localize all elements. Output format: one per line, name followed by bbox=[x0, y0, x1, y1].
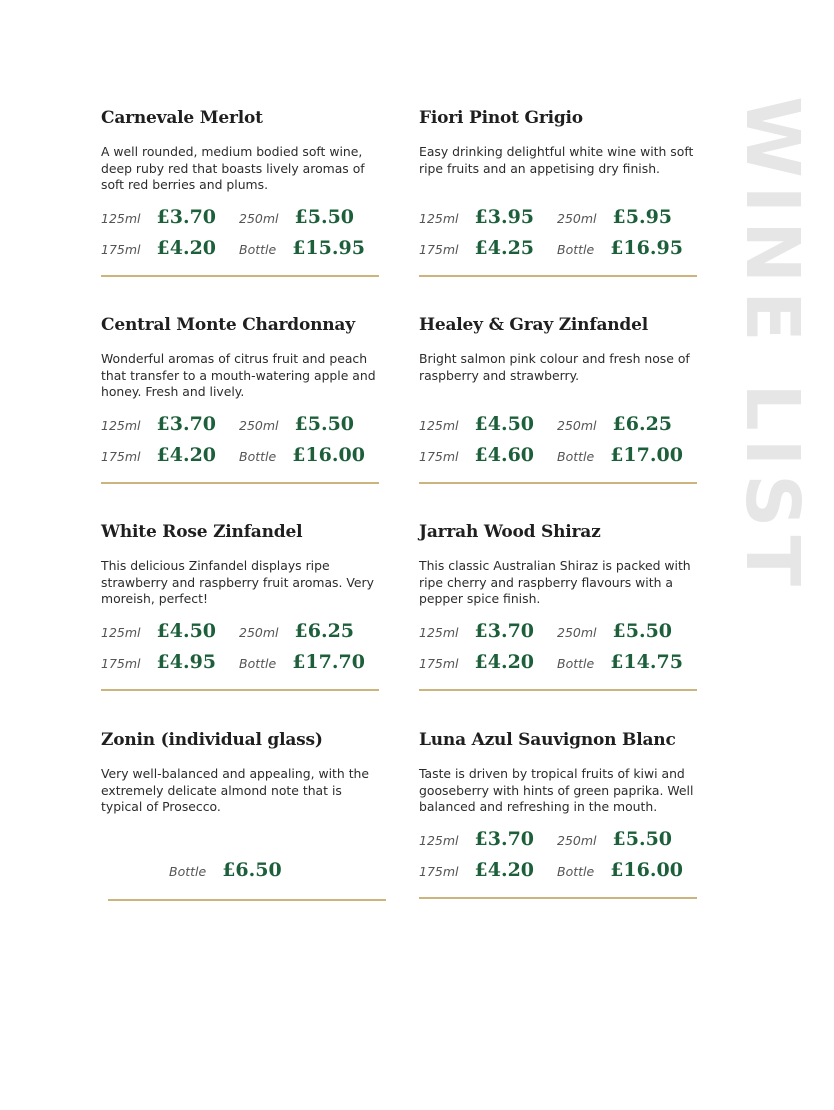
serving-size: 125ml bbox=[419, 211, 459, 226]
price-value: £3.95 bbox=[474, 206, 535, 228]
divider bbox=[101, 482, 379, 484]
serving-size: 250ml bbox=[557, 833, 597, 848]
serving-size: 175ml bbox=[101, 656, 141, 671]
serving-size: 125ml bbox=[101, 418, 141, 433]
wine-entry bbox=[101, 522, 381, 702]
price-value: £4.50 bbox=[156, 620, 217, 642]
wine-entry bbox=[419, 522, 699, 702]
price-value: £4.20 bbox=[156, 237, 217, 259]
divider bbox=[419, 897, 697, 899]
price-row bbox=[557, 859, 683, 881]
price-row bbox=[419, 828, 534, 850]
wine-entry bbox=[419, 315, 699, 495]
serving-size: 125ml bbox=[419, 625, 459, 640]
serving-size: 125ml bbox=[101, 211, 141, 226]
wine-description: Taste is driven by tropical fruits of kiwi and gooseberry with hints of green paprika. Well balanced and refreshing in the mouth. bbox=[419, 766, 694, 814]
wine-entry bbox=[419, 730, 699, 910]
price-value: £4.95 bbox=[156, 651, 217, 673]
price-row bbox=[557, 413, 672, 435]
wine-entry bbox=[101, 108, 381, 288]
price-row bbox=[101, 237, 216, 259]
divider bbox=[419, 482, 697, 484]
price-value: £4.20 bbox=[474, 651, 535, 673]
price-row bbox=[419, 237, 534, 259]
price-value: £15.95 bbox=[292, 237, 365, 259]
price-row bbox=[239, 651, 365, 673]
divider bbox=[419, 275, 697, 277]
price-value: £5.95 bbox=[612, 206, 673, 228]
price-value: £14.75 bbox=[610, 651, 683, 673]
serving-size: Bottle bbox=[239, 242, 277, 257]
price-row bbox=[419, 444, 534, 466]
price-value: £17.00 bbox=[610, 444, 683, 466]
wine-name: Central Monte Chardonnay bbox=[101, 315, 355, 335]
serving-size: Bottle bbox=[557, 242, 595, 257]
wine-entry bbox=[101, 730, 381, 910]
price-row bbox=[419, 620, 534, 642]
divider bbox=[108, 899, 386, 901]
price-value: £16.95 bbox=[610, 237, 683, 259]
price-value: £4.25 bbox=[474, 237, 535, 259]
price-value: £4.50 bbox=[474, 413, 535, 435]
wine-name: Carnevale Merlot bbox=[101, 108, 263, 128]
serving-size: Bottle bbox=[557, 864, 595, 879]
wine-name: Zonin (individual glass) bbox=[101, 730, 323, 750]
price-value: £6.25 bbox=[612, 413, 673, 435]
serving-size: 175ml bbox=[419, 656, 459, 671]
price-value: £5.50 bbox=[294, 413, 355, 435]
serving-size: 175ml bbox=[419, 242, 459, 257]
wine-description: Very well-balanced and appealing, with the extremely delicate almond note that is typical of Prosecco. bbox=[101, 766, 370, 814]
serving-size: Bottle bbox=[169, 864, 207, 879]
price-value: £5.50 bbox=[294, 206, 355, 228]
wine-description: This delicious Zinfandel displays ripe strawberry and raspberry fruit aromas. Very moreish, perfect! bbox=[101, 558, 374, 606]
wine-description: Wonderful aromas of citrus fruit and peach that transfer to a mouth-watering apple and honey. Fresh and lively. bbox=[101, 351, 376, 399]
serving-size: 175ml bbox=[101, 449, 141, 464]
serving-size: 175ml bbox=[101, 242, 141, 257]
price-value: £16.00 bbox=[292, 444, 365, 466]
price-value: £4.20 bbox=[474, 859, 535, 881]
divider bbox=[419, 689, 697, 691]
price-row bbox=[101, 651, 216, 673]
price-row bbox=[239, 237, 365, 259]
wine-entry bbox=[419, 108, 699, 288]
wine-list-title bbox=[729, 96, 815, 594]
price-value: £5.50 bbox=[612, 620, 673, 642]
price-value: £4.20 bbox=[156, 444, 217, 466]
price-row bbox=[239, 413, 354, 435]
price-value: £3.70 bbox=[474, 828, 535, 850]
price-row bbox=[239, 206, 354, 228]
serving-size: Bottle bbox=[239, 656, 277, 671]
serving-size: 125ml bbox=[419, 833, 459, 848]
wine-description: A well rounded, medium bodied soft wine, deep ruby red that boasts lively aromas of soft red berries and plums. bbox=[101, 144, 365, 192]
serving-size: Bottle bbox=[557, 449, 595, 464]
serving-size: 250ml bbox=[557, 418, 597, 433]
price-row bbox=[557, 828, 672, 850]
price-value: £6.25 bbox=[294, 620, 355, 642]
divider bbox=[101, 275, 379, 277]
price-row bbox=[557, 620, 672, 642]
serving-size: 175ml bbox=[419, 449, 459, 464]
price-row bbox=[419, 206, 534, 228]
serving-size: 250ml bbox=[239, 418, 279, 433]
divider bbox=[101, 689, 379, 691]
price-row bbox=[101, 444, 216, 466]
price-row bbox=[557, 651, 683, 673]
serving-size: 250ml bbox=[557, 211, 597, 226]
wine-description: This classic Australian Shiraz is packed with ripe cherry and raspberry flavours with a pepper spice finish. bbox=[419, 558, 691, 606]
price-row bbox=[557, 444, 683, 466]
wine-name: Healey & Gray Zinfandel bbox=[419, 315, 648, 335]
wine-description: Easy drinking delightful white wine with soft ripe fruits and an appetising dry finish. bbox=[419, 144, 694, 176]
price-value: £3.70 bbox=[156, 413, 217, 435]
price-value: £5.50 bbox=[612, 828, 673, 850]
price-row bbox=[239, 444, 365, 466]
serving-size: 250ml bbox=[557, 625, 597, 640]
price-row bbox=[239, 620, 354, 642]
price-row bbox=[419, 651, 534, 673]
serving-size: 250ml bbox=[239, 211, 279, 226]
price-value: £17.70 bbox=[292, 651, 365, 673]
price-row bbox=[101, 620, 216, 642]
serving-size: 125ml bbox=[419, 418, 459, 433]
wine-name: Jarrah Wood Shiraz bbox=[419, 522, 601, 542]
serving-size: 250ml bbox=[239, 625, 279, 640]
wine-name: White Rose Zinfandel bbox=[101, 522, 303, 542]
serving-size: 175ml bbox=[419, 864, 459, 879]
wine-list-title-text: WINE LIST bbox=[729, 96, 815, 594]
price-value: £16.00 bbox=[610, 859, 683, 881]
price-value: £4.60 bbox=[474, 444, 535, 466]
price-row bbox=[101, 413, 216, 435]
price-row bbox=[419, 413, 534, 435]
serving-size: Bottle bbox=[557, 656, 595, 671]
price-value: £3.70 bbox=[474, 620, 535, 642]
price-row bbox=[101, 206, 216, 228]
price-row bbox=[169, 859, 282, 881]
wine-entry bbox=[101, 315, 381, 495]
price-row bbox=[419, 859, 534, 881]
serving-size: Bottle bbox=[239, 449, 277, 464]
serving-size: 125ml bbox=[101, 625, 141, 640]
wine-description: Bright salmon pink colour and fresh nose of raspberry and strawberry. bbox=[419, 351, 690, 383]
price-row bbox=[557, 237, 683, 259]
wine-name: Luna Azul Sauvignon Blanc bbox=[419, 730, 676, 750]
price-value: £3.70 bbox=[156, 206, 217, 228]
wine-name: Fiori Pinot Grigio bbox=[419, 108, 583, 128]
price-row bbox=[557, 206, 672, 228]
price-value: £6.50 bbox=[222, 859, 282, 881]
